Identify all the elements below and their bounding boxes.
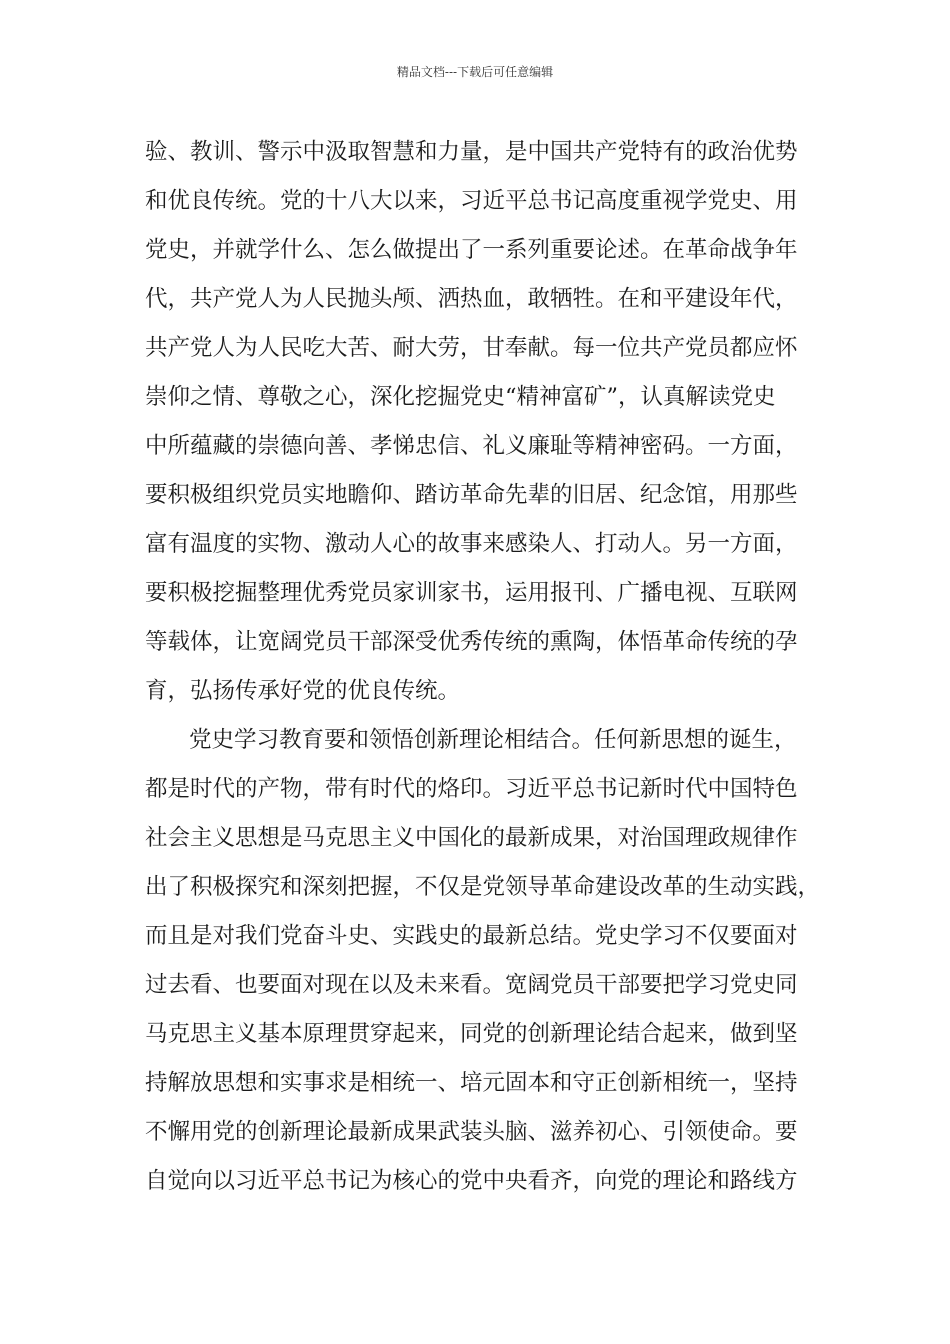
text-line: 育，弘扬传承好党的优良传统。 xyxy=(145,678,461,704)
text-line: 验、教训、警示中汲取智慧和力量，是中国共产党特有的政治优势 xyxy=(145,139,798,165)
text-line: 党史学习教育要和领悟创新理论相结合。任何新思想的诞生， xyxy=(189,727,797,753)
text-line: 马克思主义基本原理贯穿起来，同党的创新理论结合起来，做到坚 xyxy=(145,1021,798,1047)
text-line: 崇仰之情、尊敬之心，深化挖掘党史“精神富矿”，认真解读党史 xyxy=(145,384,776,410)
text-line: 都是时代的产物，带有时代的烙印。习近平总书记新时代中国特色 xyxy=(145,776,798,802)
text-line: 等载体，让宽阔党员干部深受优秀传统的熏陶，体悟革命传统的孕 xyxy=(145,629,798,655)
text-line: 而且是对我们党奋斗史、实践史的最新总结。党史学习不仅要面对 xyxy=(145,923,798,949)
text-line: 代，共产党人为人民抛头颅、洒热血，敢牺牲。在和平建设年代， xyxy=(145,286,798,312)
text-line: 和优良传统。党的十八大以来，习近平总书记高度重视学党史、用 xyxy=(145,188,798,214)
text-line: 富有温度的实物、激动人心的故事来感染人、打动人。另一方面， xyxy=(145,531,798,557)
text-line: 共产党人为人民吃大苦、耐大劳，甘奉献。每一位共产党员都应怀 xyxy=(145,335,798,361)
text-line: 要积极组织党员实地瞻仰、踏访革命先辈的旧居、纪念馆，用那些 xyxy=(145,482,798,508)
text-line: 过去看、也要面对现在以及未来看。宽阔党员干部要把学习党史同 xyxy=(145,972,798,998)
paragraph xyxy=(145,716,825,1206)
text-line: 党史，并就学什么、怎么做提出了一系列重要论述。在革命战争年 xyxy=(145,237,798,263)
text-line: 出了积极探究和深刻把握，不仅是党领导革命建设改革的生动实践， xyxy=(145,874,821,900)
text-line: 不懈用党的创新理论最新成果武装头脑、滋养初心、引领使命。要 xyxy=(145,1119,798,1145)
text-line: 中所蕴藏的崇德向善、孝悌忠信、礼义廉耻等精神密码。一方面， xyxy=(145,433,798,459)
text-line: 持解放思想和实事求是相统一、培元固本和守正创新相统一，坚持 xyxy=(145,1070,798,1096)
page-header: 精品文档---下载后可任意编辑 xyxy=(396,65,554,79)
paragraph xyxy=(145,128,825,716)
text-line: 社会主义思想是马克思主义中国化的最新成果，对治国理政规律作 xyxy=(145,825,798,851)
text-line: 要积极挖掘整理优秀党员家训家书，运用报刊、广播电视、互联网 xyxy=(145,580,798,606)
document-body xyxy=(145,128,825,1206)
text-line: 自觉向以习近平总书记为核心的党中央看齐，向党的理论和路线方 xyxy=(145,1168,798,1194)
